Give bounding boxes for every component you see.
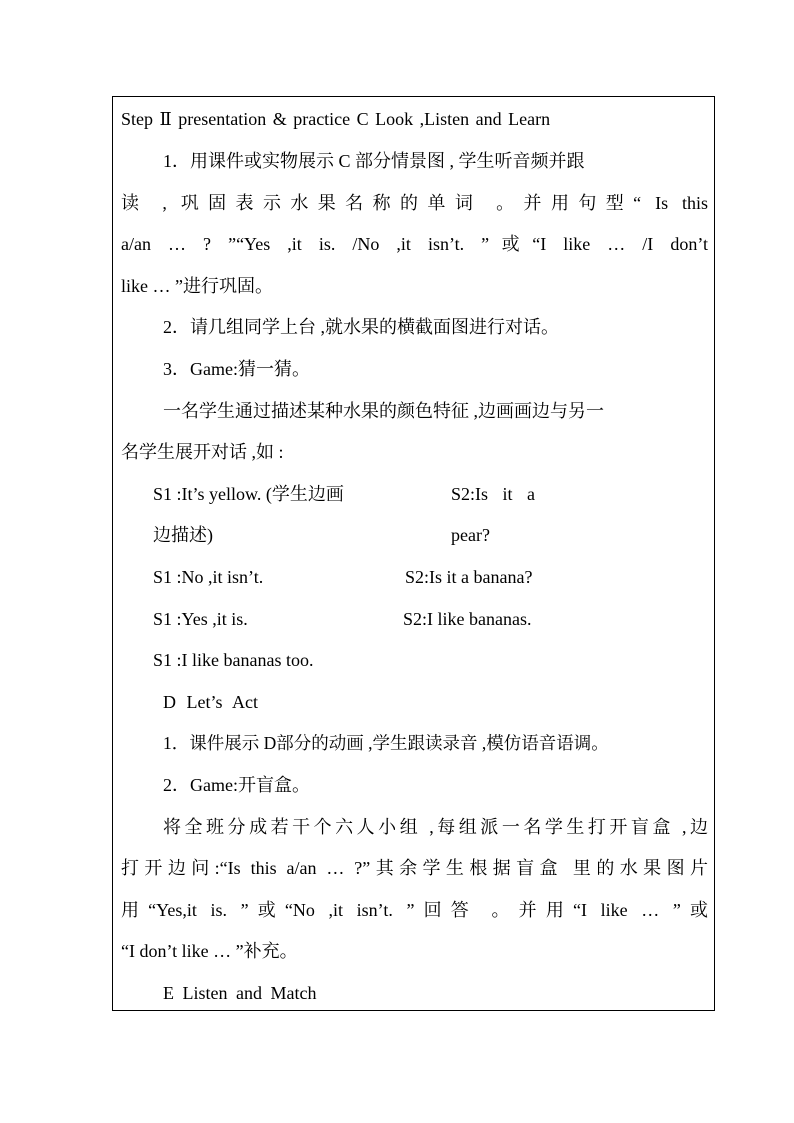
dialogue-s2-line1: S2:Is it a [451,484,536,504]
dialogue-s2-line1-cont: pear? [451,525,490,545]
d-desc-line3: 用“Yes,it is. ”或“No ,it isn’t. ”回答 。并用“I like … ”或 [121,900,708,920]
c-item1-line3: a/an … ? ”“Yes ,it is. /No ,it isn’t. ”或“I like … /I don’t [121,234,708,254]
c-item1-line1: 1．用课件或实物展示 C 部分情景图 , 学生听音频并跟 [163,151,585,171]
c-item1-line4: like … ”进行巩固。 [121,276,273,296]
c-item3: 3．Game:猜一猜。 [163,359,310,379]
d-item2: 2．Game:开盲盒。 [163,775,310,795]
lesson-plan-table-cell [112,96,715,1011]
dialogue-s1-line1: S1 :It’s yellow. (学生边画 [153,484,344,504]
dialogue-s1-line1-cont: 边描述) [153,525,213,545]
c-item2: 2．请几组同学上台 ,就水果的横截面图进行对话。 [163,317,559,337]
c-game-desc-line2: 名学生展开对话 ,如 : [121,442,284,462]
d-desc-line4: “I don’t like … ”补充。 [121,941,298,961]
dialogue-s2-line2: S2:Is it a banana? [405,567,533,587]
d-item1: 1．课件展示 D部分的动画 ,学生跟读录音 ,模仿语音语调。 [163,733,609,753]
c-game-desc-line1: 一名学生通过描述某种水果的颜色特征 ,边画画边与另一 [163,401,604,421]
d-desc-line2: 打开边问:“Is this a/an … ?”其余学生根据盲盒 里的水果图片 [121,858,708,878]
d-desc-line1: 将全班分成若干个六人小组 ,每组派一名学生打开盲盒 ,边 [163,817,708,837]
step-heading: Step Ⅱ presentation & practice C Look ,Listen and Learn [121,109,551,129]
dialogue-s1-line3: S1 :Yes ,it is. [153,609,248,629]
dialogue-s2-line3: S2:I like bananas. [403,609,532,629]
dialogue-s1-line4: S1 :I like bananas too. [153,650,314,670]
d-heading: D Let’s Act [163,692,258,712]
e-heading: E Listen and Match [163,983,317,1003]
dialogue-s1-line2: S1 :No ,it isn’t. [153,567,264,587]
c-item1-line2: 读 , 巩固表示水果名称的单词 。并用句型“ Is this [121,193,708,213]
